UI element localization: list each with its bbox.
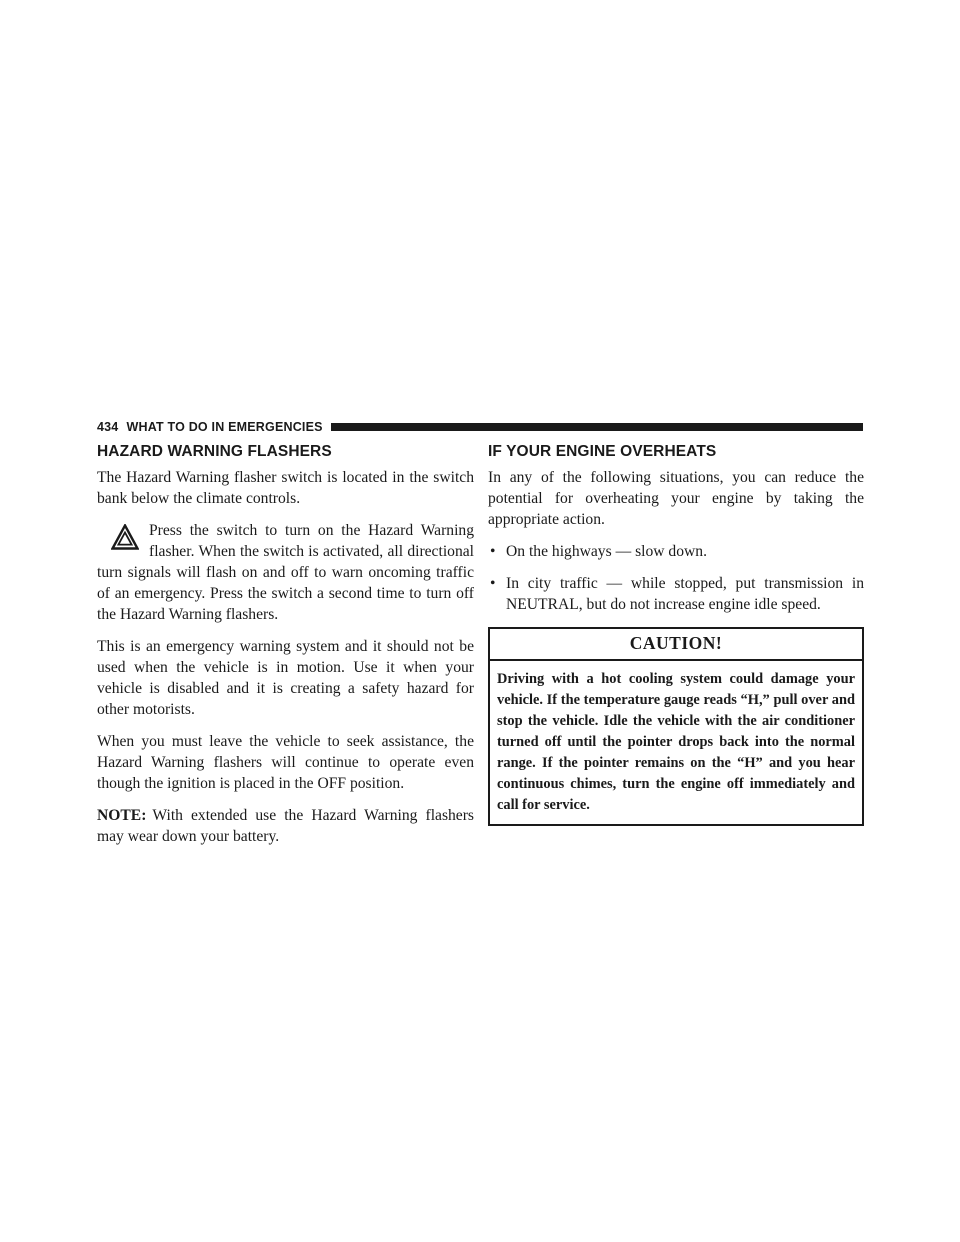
left-column: [97, 443, 474, 858]
hazard-warning-triangle-icon: [111, 524, 139, 550]
list-item-text: On the highways — slow down.: [506, 543, 707, 560]
page-number: 434: [97, 420, 119, 434]
hazard-switch-text: Press the switch to turn on the Hazard Warning flasher. When the switch is activated, all directional turn signals will flash on and off to warn oncoming traffic of an emergency. Press the switch a second time to turn off the Hazard Warning flashers.: [97, 522, 474, 623]
overheat-intro-paragraph: In any of the following situations, you can reduce the potential for overheating your engine by taking the appropriate action.: [488, 469, 864, 528]
header-rule: [331, 423, 863, 431]
hazard-intro-paragraph: The Hazard Warning flasher switch is located in the switch bank below the climate controls.: [97, 469, 474, 507]
overheat-list: [488, 541, 864, 615]
list-item: [488, 541, 864, 562]
caution-title: CAUTION!: [490, 629, 862, 661]
caution-box: [488, 627, 864, 826]
section-title: WHAT TO DO IN EMERGENCIES: [126, 420, 323, 434]
note-label: NOTE:: [97, 807, 147, 824]
hazard-heading: HAZARD WARNING FLASHERS: [97, 443, 332, 460]
bullet-glyph: •: [490, 575, 496, 592]
list-item-text: In city traffic — while stopped, put transmission in NEUTRAL, but do not increase engine idle speed.: [506, 575, 864, 613]
list-item: [488, 573, 864, 615]
right-column: [488, 443, 864, 826]
emergency-system-paragraph: This is an emergency warning system and it should not be used when the vehicle is in motion. Use it when your vehicle is disabled and it is creating a safety hazard for other motorists.: [97, 638, 474, 718]
hazard-switch-paragraph: [97, 520, 474, 625]
leave-vehicle-paragraph: When you must leave the vehicle to seek assistance, the Hazard Warning flashers will continue to operate even though the ignition is placed in the OFF position.: [97, 733, 474, 792]
note-paragraph: [97, 805, 474, 847]
note-text: With extended use the Hazard Warning flashers may wear down your battery.: [97, 807, 474, 845]
caution-text: Driving with a hot cooling system could damage your vehicle. If the temperature gauge reads “H,” pull over and stop the vehicle. Idle the vehicle with the air conditioner turned off until the pointer drops back into the normal range. If the pointer remains on the “H” and you hear continuous chimes, turn the engine off immediately and call for service.: [497, 671, 855, 813]
overheat-heading: IF YOUR ENGINE OVERHEATS: [488, 443, 717, 460]
running-header: [97, 418, 863, 436]
bullet-glyph: •: [490, 543, 496, 560]
